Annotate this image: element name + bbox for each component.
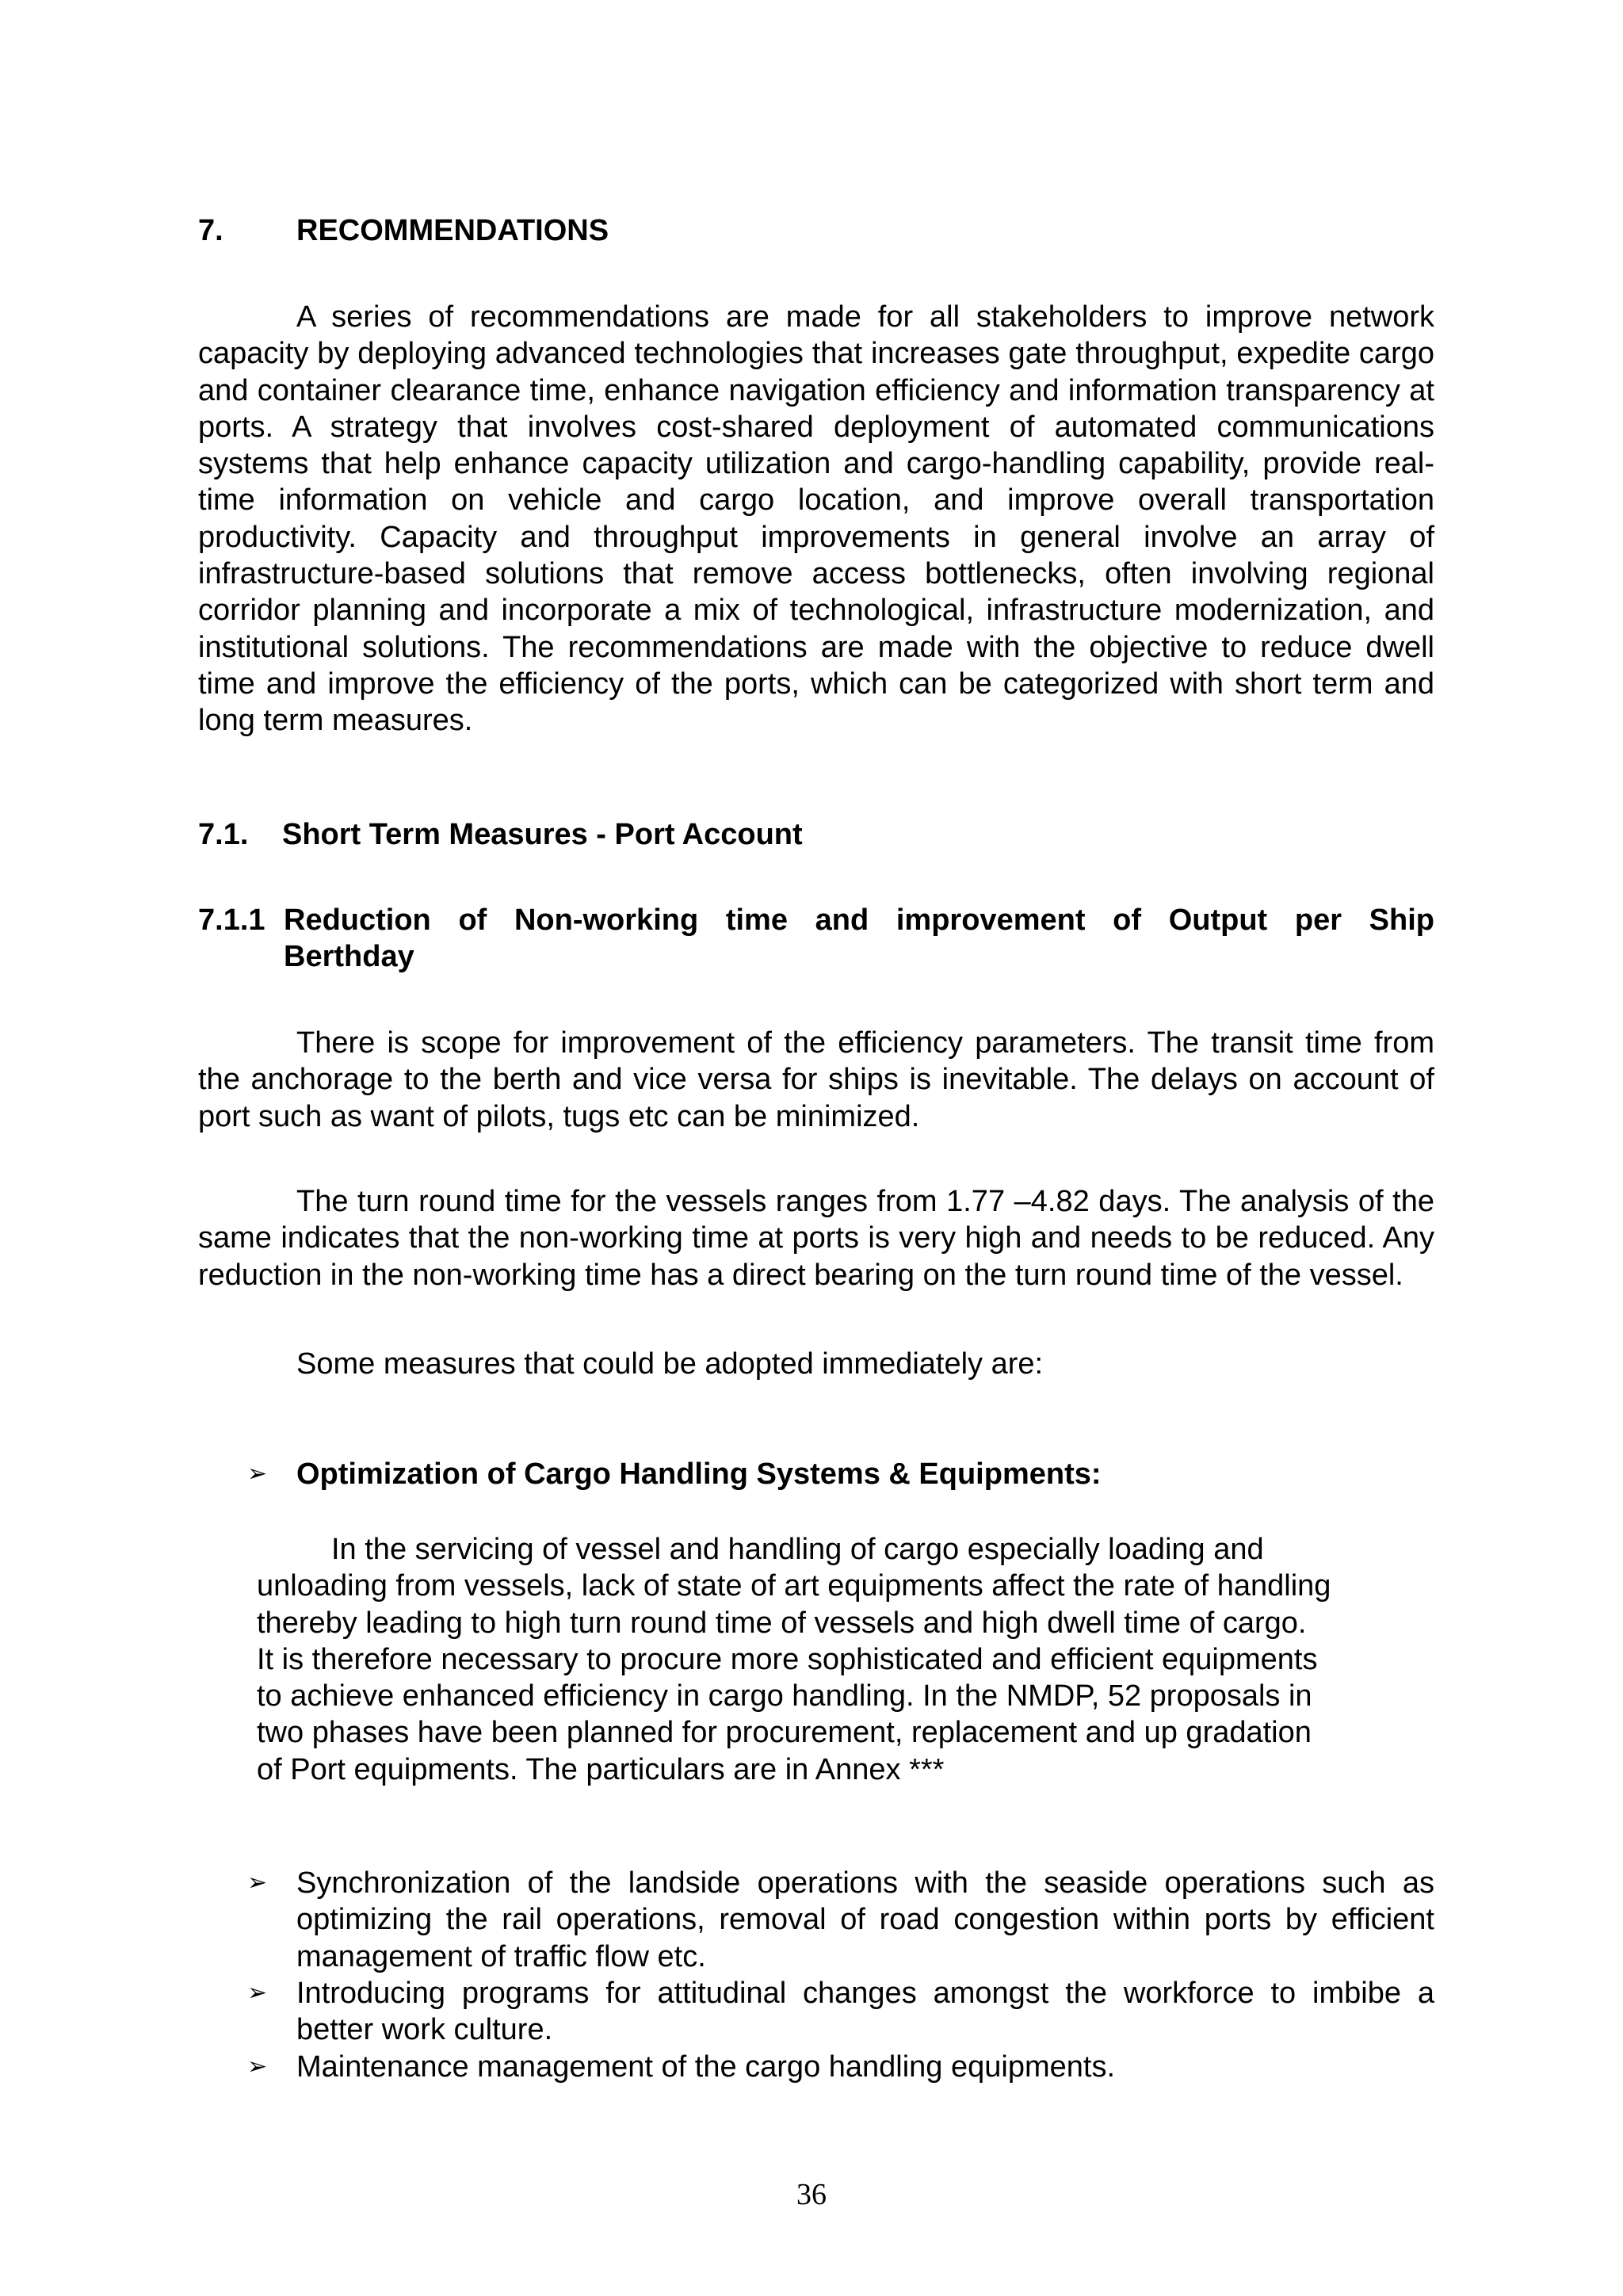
list-item	[247, 1865, 1434, 1975]
intro-paragraph: A series of recommendations are made for all stakeholders to improve network capacity by deploying advanced technologies that increases gate throughput, expedite cargo and container clearance time, enhance navigation efficiency and information transparency at ports. A strategy that involves cost-shared deployment of automated communications systems that help enhance capacity utilization and cargo-handling capability, provide real-time information on vehicle and cargo location, and improve overall transportation productivity. Capacity and throughput improvements in general involve an array of infrastructure-based solutions that remove access bottlenecks, often involving regional corridor planning and incorporate a mix of technological, infrastructure modernization, and institutional solutions. The recommendations are made with the objective to reduce dwell time and improve the efficiency of the ports, which can be categorized with short term and long term measures.	[198, 300, 1434, 738]
optimization-bullet	[247, 1456, 1434, 1492]
optimization-line: thereby leading to high turn round time of vessels and high dwell time of cargo.	[257, 1606, 1307, 1640]
list-item	[247, 2049, 1434, 2085]
bullet-text: Introducing programs for attitudinal changes amongst the workforce to imbibe a better work culture.	[296, 1977, 1434, 2047]
bullet-text: Maintenance management of the cargo handling equipments.	[296, 2050, 1116, 2084]
optimization-line: In the servicing of vessel and handling of cargo especially loading and	[331, 1533, 1264, 1566]
section-title: RECOMMENDATIONS	[296, 214, 609, 247]
subsection-heading	[198, 816, 803, 853]
bullet-text: Synchronization of the landside operations with the seaside operations such as optimizing the rail operations, removal of road congestion within ports by efficient management of traffic flow etc.	[296, 1866, 1434, 1973]
subsubsection-title-line2: Berthday	[284, 940, 414, 974]
optimization-heading: Optimization of Cargo Handling Systems & Equipments:	[296, 1457, 1102, 1491]
paragraph-scope: There is scope for improvement of the efficiency parameters. The transit time from the anchorage to the berth and vice versa for ships is inevitable. The delays on account of port such as want of pilots, tugs etc can be minimized.	[198, 1026, 1434, 1133]
subsubsection-number: 7.1.1	[198, 904, 265, 937]
arrow-bullet-icon: ➢	[247, 1979, 268, 2007]
measures-intro: Some measures that could be adopted immediately are:	[296, 1347, 1044, 1381]
subsection-number: 7.1.	[198, 818, 249, 851]
paragraph-turn-round: The turn round time for the vessels ranges from 1.77 –4.82 days. The analysis of the same indicates that the non-working time at ports is very high and needs to be reduced. Any reduction in the non-working time has a direct bearing on the turn round time of the vessel.	[198, 1185, 1434, 1292]
arrow-bullet-icon: ➢	[247, 1460, 268, 1488]
optimization-paragraph	[257, 1531, 1445, 1788]
optimization-line: unloading from vessels, lack of state of art equipments affect the rate of handling	[257, 1569, 1331, 1603]
section-number: 7.	[198, 214, 223, 247]
optimization-line: of Port equipments. The particulars are in Annex ***	[257, 1752, 945, 1786]
arrow-bullet-icon: ➢	[247, 2053, 268, 2080]
optimization-line: to achieve enhanced efficiency in cargo handling. In the NMDP, 52 proposals in	[257, 1679, 1312, 1713]
page-number: 36	[796, 2178, 827, 2211]
optimization-line: It is therefore necessary to procure more sophisticated and efficient equipments	[257, 1642, 1318, 1676]
list-item	[247, 1975, 1434, 2049]
subsubsection-heading	[198, 902, 1434, 976]
optimization-line: two phases have been planned for procurement, replacement and up gradation	[257, 1716, 1312, 1750]
arrow-bullet-icon: ➢	[247, 1869, 268, 1897]
subsection-title: Short Term Measures - Port Account	[282, 818, 803, 851]
subsubsection-title-line1: Reduction of Non-working time and improvement of Output per Ship	[284, 904, 1434, 937]
subsubsection-title	[284, 902, 1434, 976]
section-heading	[198, 212, 609, 249]
